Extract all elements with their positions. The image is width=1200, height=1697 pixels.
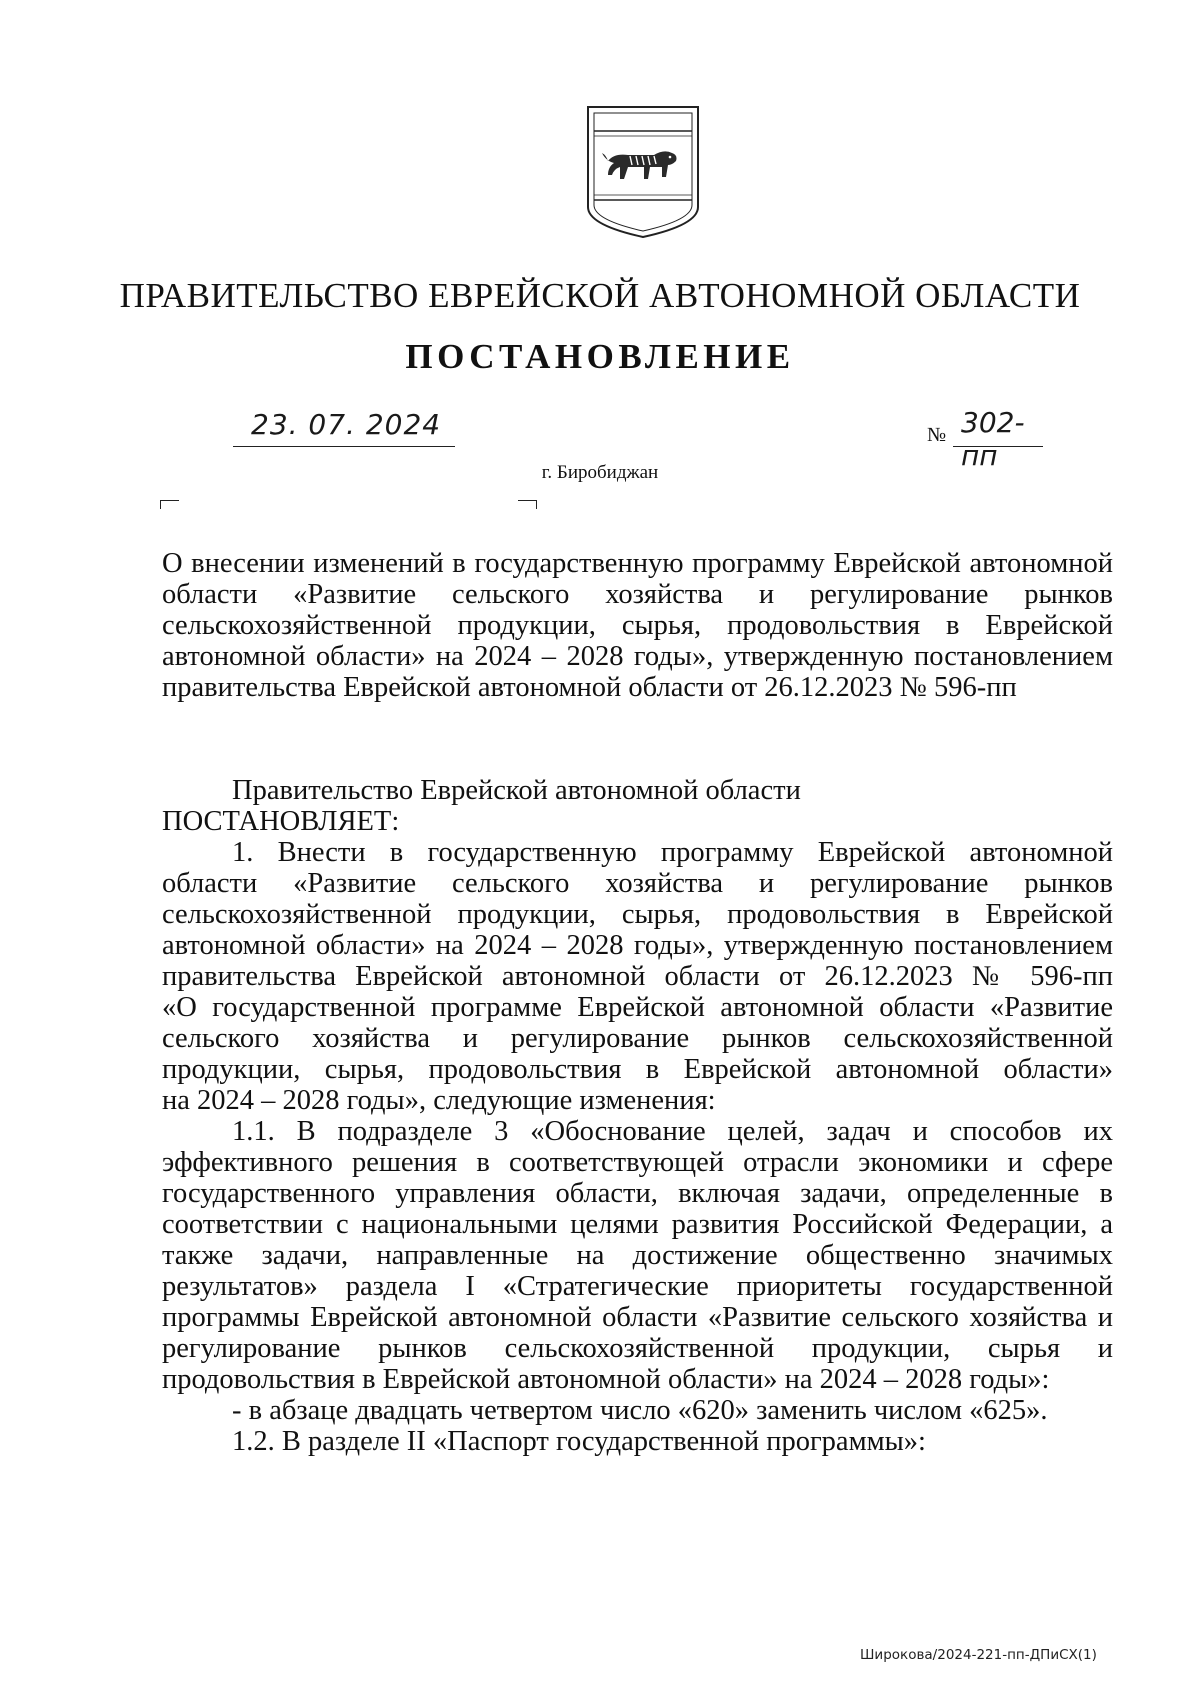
corner-mark-left	[160, 500, 179, 509]
item-1-line: 1. Внести в государственную программу Еврейской автономной	[232, 837, 1113, 868]
coat-of-arms-tiger-icon	[584, 103, 702, 241]
item-1-1-line: соответствии с национальными целями развития Российской Федерации, а	[162, 1209, 1113, 1240]
item-1-1-subitem: - в абзаце двадцать четвертом число «620» заменить числом «625».	[232, 1395, 1048, 1426]
item-1-line: сельскохозяйственной продукции, сырья, продовольствия в Еврейской	[162, 899, 1113, 930]
number-label: №	[927, 424, 947, 446]
item-1-2: 1.2. В разделе II «Паспорт государственной программы»:	[232, 1426, 926, 1457]
subject-line: сельскохозяйственной продукции, сырья, продовольствия в Еврейской	[162, 610, 1113, 641]
preamble: Правительство Еврейской автономной области	[232, 775, 801, 806]
subject-line: правительства Еврейской автономной области от 26.12.2023 № 596-пп	[162, 672, 1017, 703]
document-subject	[162, 548, 1113, 703]
resolves-line: ПОСТАНОВЛЯЕТ:	[162, 806, 400, 837]
item-1-1-line: программы Еврейской автономной области «Развитие сельского хозяйства и	[162, 1302, 1113, 1333]
document-type-heading: ПОСТАНОВЛЕНИЕ	[405, 337, 795, 376]
item-1-1-line: регулирование рынков сельскохозяйственной продукции, сырья и	[162, 1333, 1113, 1364]
item-1-1-line: 1.1. В подразделе 3 «Обоснование целей, задач и способов их	[232, 1116, 1113, 1147]
item-1-line: продукции, сырья, продовольствия в Еврейской автономной области»	[162, 1054, 1113, 1085]
item-1-line: на 2024 – 2028 годы», следующие изменения:	[162, 1085, 716, 1116]
org-title: ПРАВИТЕЛЬСТВО ЕВРЕЙСКОЙ АВТОНОМНОЙ ОБЛАСТИ	[119, 276, 1081, 315]
item-1-1-line: государственного управления области, включая задачи, определенные в	[162, 1178, 1113, 1209]
item-1-line: сельского хозяйства и регулирование рынков сельскохозяйственной	[162, 1023, 1113, 1054]
item-1-1-line: также задачи, направленные на достижение общественно значимых	[162, 1240, 1113, 1271]
subject-line: автономной области» на 2024 – 2028 годы», утвержденную постановлением	[162, 641, 1113, 672]
item-1-line: правительства Еврейской автономной области от 26.12.2023 № 596-пп	[162, 961, 1113, 992]
corner-mark-right	[518, 500, 537, 509]
item-1-line: автономной области» на 2024 – 2028 годы», утвержденную постановлением	[162, 930, 1113, 961]
handwritten-number: 302-пп	[961, 406, 1025, 472]
document-body	[162, 775, 1113, 1457]
item-1-line: области «Развитие сельского хозяйства и регулирование рынков	[162, 868, 1113, 899]
footer-document-code: Широкова/2024-221-пп-ДПиСХ(1)	[860, 1647, 1097, 1663]
item-1-1-line: продовольствия в Еврейской автономной области» на 2024 – 2028 годы»:	[162, 1364, 1050, 1395]
city-label: г. Биробиджан	[541, 462, 659, 483]
subject-line: О внесении изменений в государственную программу Еврейской автономной	[162, 548, 1113, 579]
number-field	[953, 406, 1043, 472]
date-field	[233, 410, 455, 447]
item-1-line: «О государственной программе Еврейской автономной области «Развитие	[162, 992, 1113, 1023]
subject-line: области «Развитие сельского хозяйства и регулирование рынков	[162, 579, 1113, 610]
handwritten-date: 23. 07. 2024	[251, 408, 442, 441]
item-1-1-line: результатов» раздела I «Стратегические приоритеты государственной	[162, 1271, 1113, 1302]
item-1-1-line: эффективного решения в соответствующей отрасли экономики и сфере	[162, 1147, 1113, 1178]
